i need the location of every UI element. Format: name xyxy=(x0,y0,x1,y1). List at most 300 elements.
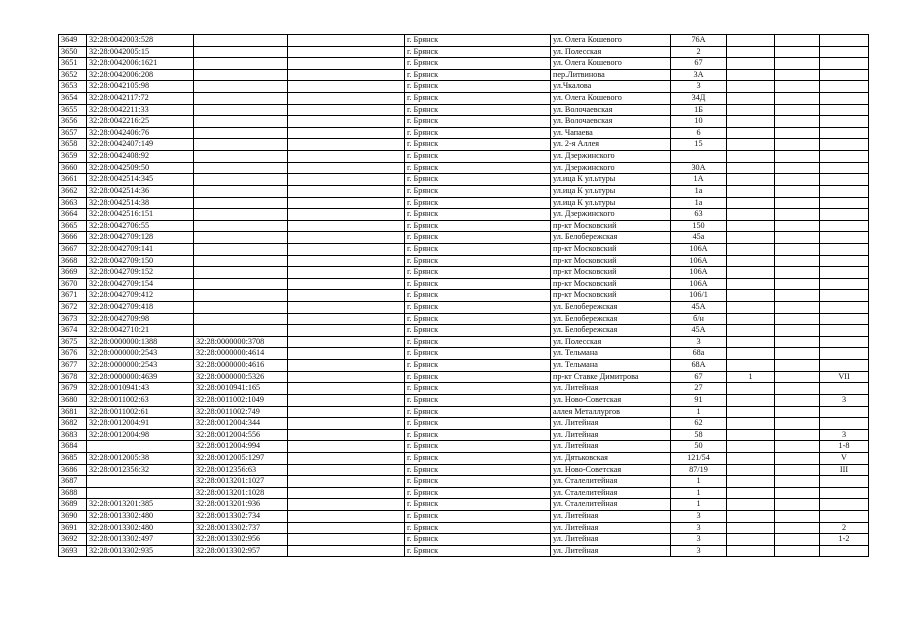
street-cell: пр-кт Московский xyxy=(551,255,671,267)
blank-column-cell xyxy=(288,232,405,244)
table-row xyxy=(59,464,869,476)
building-number-cell: 1 xyxy=(671,499,727,511)
extra-column-2-cell xyxy=(775,243,820,255)
building-number-cell xyxy=(671,151,727,163)
extra-column-1-cell xyxy=(727,429,775,441)
building-number-cell: 1Б xyxy=(671,104,727,116)
extra-column-2-cell xyxy=(775,325,820,337)
blank-column-cell xyxy=(288,429,405,441)
blank-column-cell xyxy=(288,418,405,430)
extra-column-2-cell xyxy=(775,81,820,93)
blank-column-cell xyxy=(288,220,405,232)
cadastral-number-cell: 32:28:0042406:76 xyxy=(87,127,194,139)
city-cell: г. Брянск xyxy=(405,510,551,522)
extra-column-1-cell xyxy=(727,139,775,151)
row-number-cell: 3679 xyxy=(59,383,87,395)
table-row xyxy=(59,116,869,128)
premises-number-cell xyxy=(820,290,869,302)
premises-number-cell xyxy=(820,174,869,186)
city-cell: г. Брянск xyxy=(405,35,551,47)
building-number-cell: 6 xyxy=(671,127,727,139)
table-row xyxy=(59,81,869,93)
premises-number-cell: 1-8 xyxy=(820,441,869,453)
row-number-cell: 3671 xyxy=(59,290,87,302)
building-number-cell: 27 xyxy=(671,383,727,395)
street-cell: ул.ица К ул.ьтуры xyxy=(551,197,671,209)
row-number-cell: 3655 xyxy=(59,104,87,116)
extra-column-2-cell xyxy=(775,534,820,546)
extra-column-1-cell xyxy=(727,487,775,499)
blank-column-cell xyxy=(288,452,405,464)
cadastral-number-cell: 32:28:0000000:2543 xyxy=(87,360,194,372)
blank-column-cell xyxy=(288,197,405,209)
cadastral-number-cell: 32:28:0011002:61 xyxy=(87,406,194,418)
building-cadastral-number-cell: 32:28:0011002:749 xyxy=(194,406,288,418)
row-number-cell: 3653 xyxy=(59,81,87,93)
table-row xyxy=(59,35,869,47)
row-number-cell: 3668 xyxy=(59,255,87,267)
building-number-cell: б/н xyxy=(671,313,727,325)
cadastral-number-cell: 32:28:0042003:528 xyxy=(87,35,194,47)
table-row xyxy=(59,406,869,418)
table-row xyxy=(59,534,869,546)
blank-column-cell xyxy=(288,93,405,105)
cadastral-number-cell: 32:28:0042706:55 xyxy=(87,220,194,232)
blank-column-cell xyxy=(288,510,405,522)
blank-column-cell xyxy=(288,151,405,163)
cadastral-number-cell: 32:28:0042709:98 xyxy=(87,313,194,325)
row-number-cell: 3669 xyxy=(59,267,87,279)
row-number-cell: 3662 xyxy=(59,185,87,197)
extra-column-2-cell xyxy=(775,522,820,534)
building-number-cell: 106А xyxy=(671,267,727,279)
table-row xyxy=(59,197,869,209)
building-cadastral-number-cell: 32:28:0013302:734 xyxy=(194,510,288,522)
row-number-cell: 3673 xyxy=(59,313,87,325)
blank-column-cell xyxy=(288,185,405,197)
row-number-cell: 3658 xyxy=(59,139,87,151)
building-cadastral-number-cell: 32:28:0012005:1297 xyxy=(194,452,288,464)
building-cadastral-number-cell xyxy=(194,290,288,302)
table-row xyxy=(59,243,869,255)
premises-number-cell xyxy=(820,325,869,337)
row-number-cell: 3675 xyxy=(59,336,87,348)
street-cell: ул. Сталелитейная xyxy=(551,499,671,511)
building-number-cell: 106А xyxy=(671,243,727,255)
table-row xyxy=(59,499,869,511)
street-cell: ул. Литейная xyxy=(551,383,671,395)
extra-column-1-cell xyxy=(727,510,775,522)
extra-column-2-cell xyxy=(775,290,820,302)
building-number-cell: 10 xyxy=(671,116,727,128)
extra-column-2-cell xyxy=(775,510,820,522)
building-number-cell: 3 xyxy=(671,510,727,522)
premises-number-cell: 2 xyxy=(820,522,869,534)
row-number-cell: 3672 xyxy=(59,302,87,314)
blank-column-cell xyxy=(288,116,405,128)
cadastral-number-cell: 32:28:0000000:2543 xyxy=(87,348,194,360)
extra-column-1-cell xyxy=(727,104,775,116)
building-cadastral-number-cell xyxy=(194,151,288,163)
building-cadastral-number-cell xyxy=(194,313,288,325)
cadastral-number-cell: 32:28:0012356:32 xyxy=(87,464,194,476)
table-row xyxy=(59,209,869,221)
table-row xyxy=(59,232,869,244)
street-cell: пр-кт Московский xyxy=(551,290,671,302)
blank-column-cell xyxy=(288,406,405,418)
cadastral-number-cell: 32:28:0013302:480 xyxy=(87,510,194,522)
city-cell: г. Брянск xyxy=(405,243,551,255)
building-number-cell: 1а xyxy=(671,185,727,197)
street-cell: ул. Литейная xyxy=(551,522,671,534)
building-cadastral-number-cell xyxy=(194,267,288,279)
building-cadastral-number-cell xyxy=(194,255,288,267)
table-row xyxy=(59,348,869,360)
extra-column-2-cell xyxy=(775,58,820,70)
row-number-cell: 3693 xyxy=(59,545,87,557)
extra-column-2-cell xyxy=(775,278,820,290)
cadastral-number-cell xyxy=(87,487,194,499)
extra-column-2-cell xyxy=(775,487,820,499)
cadastral-number-cell xyxy=(87,476,194,488)
building-cadastral-number-cell: 32:28:0000000:3708 xyxy=(194,336,288,348)
city-cell: г. Брянск xyxy=(405,313,551,325)
extra-column-1-cell xyxy=(727,185,775,197)
blank-column-cell xyxy=(288,545,405,557)
building-cadastral-number-cell xyxy=(194,185,288,197)
table-row xyxy=(59,69,869,81)
extra-column-1-cell xyxy=(727,290,775,302)
extra-column-2-cell xyxy=(775,545,820,557)
street-cell: ул. Белобережская xyxy=(551,232,671,244)
row-number-cell: 3681 xyxy=(59,406,87,418)
extra-column-2-cell xyxy=(775,267,820,279)
table-row xyxy=(59,139,869,151)
extra-column-2-cell xyxy=(775,69,820,81)
building-cadastral-number-cell xyxy=(194,243,288,255)
extra-column-1-cell xyxy=(727,69,775,81)
premises-number-cell xyxy=(820,383,869,395)
extra-column-2-cell xyxy=(775,232,820,244)
street-cell: ул. Волочаевская xyxy=(551,116,671,128)
street-cell: пер.Литвинова xyxy=(551,69,671,81)
table-row xyxy=(59,127,869,139)
building-cadastral-number-cell xyxy=(194,197,288,209)
building-number-cell: 1 xyxy=(671,476,727,488)
cadastral-number-cell: 32:28:0042408:92 xyxy=(87,151,194,163)
premises-number-cell xyxy=(820,104,869,116)
building-cadastral-number-cell xyxy=(194,69,288,81)
building-cadastral-number-cell: 32:28:0000000:4616 xyxy=(194,360,288,372)
table-row xyxy=(59,174,869,186)
row-number-cell: 3654 xyxy=(59,93,87,105)
premises-number-cell xyxy=(820,197,869,209)
blank-column-cell xyxy=(288,441,405,453)
building-cadastral-number-cell xyxy=(194,81,288,93)
building-number-cell: 68а xyxy=(671,348,727,360)
table-row xyxy=(59,58,869,70)
street-cell: ул. Литейная xyxy=(551,418,671,430)
premises-number-cell xyxy=(820,360,869,372)
city-cell: г. Брянск xyxy=(405,383,551,395)
building-number-cell: 106А xyxy=(671,255,727,267)
table-row xyxy=(59,522,869,534)
row-number-cell: 3692 xyxy=(59,534,87,546)
cadastral-number-cell: 32:28:0010941:43 xyxy=(87,383,194,395)
building-number-cell: 3 xyxy=(671,336,727,348)
building-number-cell: 3А xyxy=(671,69,727,81)
building-cadastral-number-cell: 32:28:0000000:5326 xyxy=(194,371,288,383)
blank-column-cell xyxy=(288,313,405,325)
street-cell: ул. Полесская xyxy=(551,336,671,348)
extra-column-1-cell xyxy=(727,499,775,511)
premises-number-cell: 3 xyxy=(820,429,869,441)
street-cell: ул. Тельмана xyxy=(551,360,671,372)
street-cell: ул. Ново-Советская xyxy=(551,394,671,406)
premises-number-cell xyxy=(820,476,869,488)
building-number-cell: 87/19 xyxy=(671,464,727,476)
premises-number-cell xyxy=(820,348,869,360)
blank-column-cell xyxy=(288,255,405,267)
building-number-cell: 150 xyxy=(671,220,727,232)
building-cadastral-number-cell: 32:28:0012004:556 xyxy=(194,429,288,441)
cadastral-number-cell: 32:28:0013201:385 xyxy=(87,499,194,511)
building-cadastral-number-cell xyxy=(194,139,288,151)
city-cell: г. Брянск xyxy=(405,104,551,116)
building-number-cell: 121/54 xyxy=(671,452,727,464)
cadastral-number-cell: 32:28:0012004:91 xyxy=(87,418,194,430)
city-cell: г. Брянск xyxy=(405,429,551,441)
building-cadastral-number-cell xyxy=(194,278,288,290)
table-row xyxy=(59,46,869,58)
building-number-cell: 3 xyxy=(671,81,727,93)
building-number-cell: 3 xyxy=(671,545,727,557)
premises-number-cell xyxy=(820,510,869,522)
building-cadastral-number-cell xyxy=(194,220,288,232)
table-row xyxy=(59,476,869,488)
extra-column-1-cell xyxy=(727,197,775,209)
city-cell: г. Брянск xyxy=(405,197,551,209)
row-number-cell: 3667 xyxy=(59,243,87,255)
street-cell: ул.ица К ул.ьтуры xyxy=(551,185,671,197)
premises-number-cell xyxy=(820,185,869,197)
cadastral-number-cell: 32:28:0042514:38 xyxy=(87,197,194,209)
cadastral-number-cell: 32:28:0042516:151 xyxy=(87,209,194,221)
extra-column-1-cell xyxy=(727,522,775,534)
blank-column-cell xyxy=(288,290,405,302)
extra-column-1-cell xyxy=(727,360,775,372)
blank-column-cell xyxy=(288,371,405,383)
premises-number-cell xyxy=(820,255,869,267)
cadastral-number-cell: 32:28:0042117:72 xyxy=(87,93,194,105)
blank-column-cell xyxy=(288,127,405,139)
cadastral-number-cell: 32:28:0042105:98 xyxy=(87,81,194,93)
cadastral-number-cell: 32:28:0000000:4639 xyxy=(87,371,194,383)
blank-column-cell xyxy=(288,58,405,70)
city-cell: г. Брянск xyxy=(405,151,551,163)
blank-column-cell xyxy=(288,336,405,348)
street-cell: ул. Олега Кошевого xyxy=(551,93,671,105)
premises-number-cell xyxy=(820,232,869,244)
street-cell: ул. Сталелитейная xyxy=(551,476,671,488)
extra-column-1-cell xyxy=(727,116,775,128)
building-cadastral-number-cell: 32:28:0010941:165 xyxy=(194,383,288,395)
city-cell: г. Брянск xyxy=(405,267,551,279)
building-number-cell: 45А xyxy=(671,325,727,337)
extra-column-1-cell xyxy=(727,127,775,139)
extra-column-2-cell xyxy=(775,313,820,325)
extra-column-1-cell xyxy=(727,464,775,476)
extra-column-1-cell xyxy=(727,174,775,186)
row-number-cell: 3670 xyxy=(59,278,87,290)
table-row xyxy=(59,255,869,267)
extra-column-1-cell xyxy=(727,243,775,255)
table-row xyxy=(59,383,869,395)
building-number-cell: 15 xyxy=(671,139,727,151)
city-cell: г. Брянск xyxy=(405,69,551,81)
row-number-cell: 3652 xyxy=(59,69,87,81)
premises-number-cell xyxy=(820,162,869,174)
city-cell: г. Брянск xyxy=(405,336,551,348)
building-cadastral-number-cell xyxy=(194,93,288,105)
cadastral-number-cell: 32:28:0013302:935 xyxy=(87,545,194,557)
row-number-cell: 3685 xyxy=(59,452,87,464)
city-cell: г. Брянск xyxy=(405,534,551,546)
building-cadastral-number-cell xyxy=(194,232,288,244)
row-number-cell: 3649 xyxy=(59,35,87,47)
city-cell: г. Брянск xyxy=(405,58,551,70)
row-number-cell: 3676 xyxy=(59,348,87,360)
street-cell: ул. Ново-Советская xyxy=(551,464,671,476)
property-register-table xyxy=(58,34,869,557)
extra-column-1-cell xyxy=(727,394,775,406)
building-number-cell: 3 xyxy=(671,534,727,546)
city-cell: г. Брянск xyxy=(405,278,551,290)
extra-column-2-cell xyxy=(775,162,820,174)
city-cell: г. Брянск xyxy=(405,476,551,488)
city-cell: г. Брянск xyxy=(405,348,551,360)
row-number-cell: 3656 xyxy=(59,116,87,128)
city-cell: г. Брянск xyxy=(405,139,551,151)
table-row xyxy=(59,220,869,232)
building-cadastral-number-cell: 32:28:0011002:1049 xyxy=(194,394,288,406)
premises-number-cell xyxy=(820,139,869,151)
street-cell: ул. Волочаевская xyxy=(551,104,671,116)
building-number-cell: 2 xyxy=(671,46,727,58)
street-cell: аллея Металлургов xyxy=(551,406,671,418)
city-cell: г. Брянск xyxy=(405,522,551,534)
city-cell: г. Брянск xyxy=(405,116,551,128)
row-number-cell: 3650 xyxy=(59,46,87,58)
table-row xyxy=(59,371,869,383)
building-number-cell: 62 xyxy=(671,418,727,430)
building-number-cell: 58 xyxy=(671,429,727,441)
premises-number-cell xyxy=(820,487,869,499)
street-cell: ул. Дзержинского xyxy=(551,209,671,221)
table-row xyxy=(59,336,869,348)
cadastral-number-cell: 32:28:0042709:150 xyxy=(87,255,194,267)
blank-column-cell xyxy=(288,278,405,290)
city-cell: г. Брянск xyxy=(405,209,551,221)
premises-number-cell xyxy=(820,302,869,314)
table-row xyxy=(59,313,869,325)
street-cell: пр-кт Московский xyxy=(551,243,671,255)
street-cell: ул. Полесская xyxy=(551,46,671,58)
building-cadastral-number-cell: 32:28:0013302:737 xyxy=(194,522,288,534)
building-cadastral-number-cell xyxy=(194,325,288,337)
cadastral-number-cell: 32:28:0042211:33 xyxy=(87,104,194,116)
building-cadastral-number-cell xyxy=(194,209,288,221)
city-cell: г. Брянск xyxy=(405,371,551,383)
premises-number-cell xyxy=(820,127,869,139)
extra-column-2-cell xyxy=(775,371,820,383)
extra-column-2-cell xyxy=(775,139,820,151)
city-cell: г. Брянск xyxy=(405,81,551,93)
blank-column-cell xyxy=(288,487,405,499)
cadastral-number-cell: 32:28:0042514:36 xyxy=(87,185,194,197)
building-cadastral-number-cell xyxy=(194,46,288,58)
premises-number-cell: 3 xyxy=(820,394,869,406)
extra-column-1-cell xyxy=(727,418,775,430)
extra-column-2-cell xyxy=(775,348,820,360)
extra-column-2-cell xyxy=(775,46,820,58)
blank-column-cell xyxy=(288,464,405,476)
row-number-cell: 3674 xyxy=(59,325,87,337)
premises-number-cell xyxy=(820,46,869,58)
cadastral-number-cell: 32:28:0012004:98 xyxy=(87,429,194,441)
city-cell: г. Брянск xyxy=(405,302,551,314)
building-cadastral-number-cell xyxy=(194,35,288,47)
cadastral-number-cell: 32:28:0042509:50 xyxy=(87,162,194,174)
street-cell: ул. Сталелитейная xyxy=(551,487,671,499)
extra-column-1-cell xyxy=(727,406,775,418)
premises-number-cell xyxy=(820,220,869,232)
table-row xyxy=(59,418,869,430)
street-cell: ул. Олега Кошевого xyxy=(551,58,671,70)
extra-column-2-cell xyxy=(775,255,820,267)
premises-number-cell xyxy=(820,406,869,418)
extra-column-2-cell xyxy=(775,197,820,209)
building-number-cell: 50 xyxy=(671,441,727,453)
table-row xyxy=(59,360,869,372)
premises-number-cell xyxy=(820,69,869,81)
building-cadastral-number-cell xyxy=(194,116,288,128)
premises-number-cell xyxy=(820,418,869,430)
city-cell: г. Брянск xyxy=(405,220,551,232)
building-number-cell: 3 xyxy=(671,522,727,534)
table-row xyxy=(59,487,869,499)
street-cell: ул. Олега Кошевого xyxy=(551,35,671,47)
street-cell: ул. Чапаева xyxy=(551,127,671,139)
premises-number-cell xyxy=(820,313,869,325)
blank-column-cell xyxy=(288,302,405,314)
extra-column-1-cell xyxy=(727,534,775,546)
building-number-cell: 67 xyxy=(671,58,727,70)
building-number-cell: 106А xyxy=(671,278,727,290)
table-row xyxy=(59,325,869,337)
row-number-cell: 3663 xyxy=(59,197,87,209)
street-cell: ул. Дзержинского xyxy=(551,162,671,174)
street-cell: ул. Литейная xyxy=(551,510,671,522)
extra-column-2-cell xyxy=(775,394,820,406)
row-number-cell: 3660 xyxy=(59,162,87,174)
building-cadastral-number-cell: 32:28:0012004:994 xyxy=(194,441,288,453)
building-cadastral-number-cell: 32:28:0013201:936 xyxy=(194,499,288,511)
city-cell: г. Брянск xyxy=(405,127,551,139)
extra-column-1-cell xyxy=(727,151,775,163)
extra-column-1-cell xyxy=(727,278,775,290)
extra-column-2-cell xyxy=(775,383,820,395)
